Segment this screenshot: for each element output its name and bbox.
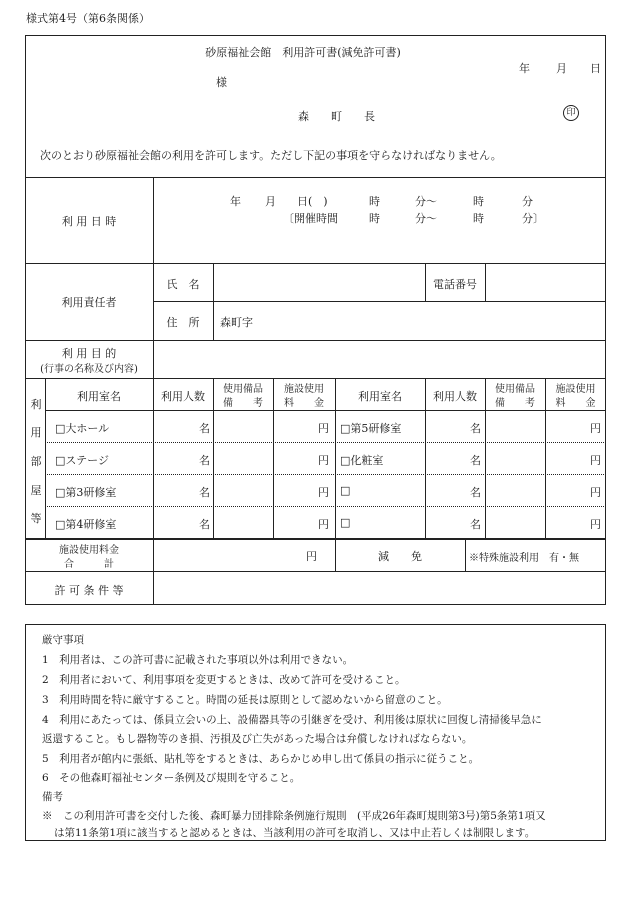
- date-day-label: 日: [590, 62, 601, 75]
- yen-unit-right-1: 円: [590, 422, 601, 435]
- vrule-total-reduction: [465, 538, 466, 571]
- room-right-4[interactable]: □: [340, 516, 351, 529]
- rooms-side-char-1: 利: [30, 398, 42, 411]
- header-equipment-right: 使用備品: [495, 384, 535, 395]
- usage-datetime-label: 利 用 日 時: [61, 215, 117, 228]
- rules-heading: 厳守事項: [42, 634, 84, 646]
- header-room-left: 利用室名: [77, 390, 121, 403]
- header-room-right: 利用室名: [358, 390, 402, 403]
- rule-after-rooms: [25, 538, 606, 540]
- datetime-day: 日( ): [297, 195, 328, 208]
- rule-after-name: [153, 301, 606, 302]
- name-label: 氏 名: [166, 278, 200, 291]
- people-unit-left-3: 名: [199, 486, 210, 499]
- room-right-1[interactable]: □第5研修室: [340, 422, 402, 435]
- yen-unit-left-1: 円: [318, 422, 329, 435]
- rule-item-5: 5 利用者が館内に張紙、貼札等をするときは、あらかじめ申し出て係員の指示に従うこと。: [42, 753, 480, 765]
- room-right-2[interactable]: □化粧室: [340, 454, 384, 467]
- vrule-field-labels: [213, 263, 214, 340]
- rules-box: [25, 624, 606, 841]
- datetime-month: 月: [265, 195, 276, 208]
- people-unit-left-1: 名: [199, 422, 210, 435]
- yen-unit-left-4: 円: [318, 518, 329, 531]
- header-notes-left: 備 考: [223, 398, 263, 409]
- room-right-3[interactable]: □: [340, 484, 351, 497]
- rule-item-3: 3 利用時間を特に厳守すること。時間の延長は原則として認めないから留意のこと。: [42, 694, 448, 706]
- intro-text: 次のとおり砂原福祉会館の利用を許可します。ただし下記の事項を守らなければなりません。: [40, 149, 502, 162]
- seal-mark: 印: [563, 105, 579, 121]
- rule-room-row1: [45, 442, 606, 443]
- form-title: 砂原福祉会館 利用許可書(減免許可書): [205, 46, 401, 59]
- datetime-hour-start: 時: [369, 195, 380, 208]
- event-hour-start: 時: [369, 212, 380, 225]
- addressee-suffix: 様: [216, 76, 227, 89]
- room-left-2[interactable]: □ステージ: [55, 454, 109, 467]
- people-unit-right-1: 名: [470, 422, 481, 435]
- header-people-left: 利用人数: [161, 390, 205, 403]
- header-fee-left: 施設使用: [284, 384, 324, 395]
- yen-unit-right-4: 円: [590, 518, 601, 531]
- address-value: 森町字: [220, 316, 253, 329]
- event-time-open: 〔開催時間: [283, 212, 338, 225]
- rule-after-datetime: [25, 263, 606, 264]
- address-label: 住 所: [166, 316, 200, 329]
- remarks-heading: 備考: [42, 791, 63, 803]
- conditions-label: 許 可 条 件 等: [54, 584, 124, 597]
- rooms-side-char-5: 等: [30, 512, 42, 525]
- total-yen-unit: 円: [306, 550, 317, 563]
- yen-unit-right-2: 円: [590, 454, 601, 467]
- header-people-right: 利用人数: [433, 390, 477, 403]
- yen-unit-left-2: 円: [318, 454, 329, 467]
- datetime-min-start: 分～: [415, 195, 437, 208]
- people-unit-left-4: 名: [199, 518, 210, 531]
- purpose-sublabel: (行事の名称及び内容): [40, 364, 138, 375]
- special-facility-use: ※特殊施設利用 有・無: [469, 553, 579, 564]
- people-unit-right-2: 名: [470, 454, 481, 467]
- yen-unit-right-3: 円: [590, 486, 601, 499]
- rooms-side-char-3: 部: [30, 455, 42, 468]
- rule-room-row3: [45, 506, 606, 507]
- header-equipment-left: 使用備品: [223, 384, 263, 395]
- issuer: 森 町 長: [298, 110, 375, 123]
- rule-after-purpose: [25, 378, 606, 379]
- room-left-3[interactable]: □第3研修室: [55, 486, 117, 499]
- people-unit-left-2: 名: [199, 454, 210, 467]
- rule-after-title: [25, 177, 606, 178]
- date-month-label: 月: [556, 62, 567, 75]
- people-unit-right-3: 名: [470, 486, 481, 499]
- rule-item-1: 1 利用者は、この許可書に記載された事項以外は利用できない。: [42, 654, 354, 666]
- form-number: 様式第4号（第6条関係）: [26, 12, 150, 25]
- rule-after-total: [25, 571, 606, 572]
- total-fee-label: 施設使用料金: [59, 545, 119, 556]
- header-amount-left: 料 金: [284, 398, 324, 409]
- room-left-1[interactable]: □大ホール: [55, 422, 110, 435]
- yen-unit-left-3: 円: [318, 486, 329, 499]
- responsible-label: 利用責任者: [61, 296, 117, 309]
- rule-room-row2: [45, 474, 606, 475]
- phone-label: 電話番号: [433, 278, 477, 291]
- rule-item-4: 4 利用にあたっては、係員立会いの上、設備器具等の引継ぎを受け、利用後は原状に回復し清掃後早急に: [42, 714, 542, 726]
- datetime-year: 年: [230, 195, 241, 208]
- rule-item-4-cont: 返還すること。もし器物等のき損、汚損及び亡失があった場合は弁償しなければならない。: [42, 733, 473, 745]
- rule-item-6: 6 その他森町福祉センター条例及び規則を守ること。: [42, 772, 301, 784]
- vrule-purpose: [153, 340, 154, 378]
- people-unit-right-4: 名: [470, 518, 481, 531]
- room-left-4[interactable]: □第4研修室: [55, 518, 117, 531]
- vrule-total-label: [153, 538, 154, 605]
- header-fee-right: 施設使用: [555, 384, 596, 395]
- remarks-line-2: は第11条第1項に該当すると認めるときは、当該利用の許可を取消し、又は中止若しくは制限します。: [54, 827, 536, 839]
- rule-item-2: 2 利用者において、利用事項を変更するときは、改めて許可を受けること。: [42, 674, 406, 686]
- rule-after-room-header: [45, 410, 606, 411]
- event-min-start: 分～: [415, 212, 437, 225]
- remarks-line-1: ※ この利用許可書を交付した後、森町暴力団排除条例施行規則 (平成26年森町規則第3号)第5条第1項又: [42, 810, 546, 822]
- rule-after-address: [25, 340, 606, 341]
- reduction-label: 減 免: [378, 550, 422, 563]
- rooms-side-char-4: 屋: [30, 484, 42, 497]
- event-min-end: 分〕: [522, 212, 544, 225]
- purpose-label: 利 用 目 的: [61, 347, 117, 360]
- vrule-phone-right: [485, 263, 486, 301]
- rooms-side-char-2: 用: [30, 426, 42, 439]
- date-year-label: 年: [519, 62, 530, 75]
- header-amount-right: 料 金: [555, 398, 596, 409]
- datetime-hour-end: 時: [473, 195, 484, 208]
- header-notes-right: 備 考: [495, 398, 535, 409]
- event-hour-end: 時: [473, 212, 484, 225]
- datetime-min-end: 分: [522, 195, 533, 208]
- vrule-datetime: [153, 177, 154, 263]
- total-fee-sublabel: 合 計: [64, 559, 114, 570]
